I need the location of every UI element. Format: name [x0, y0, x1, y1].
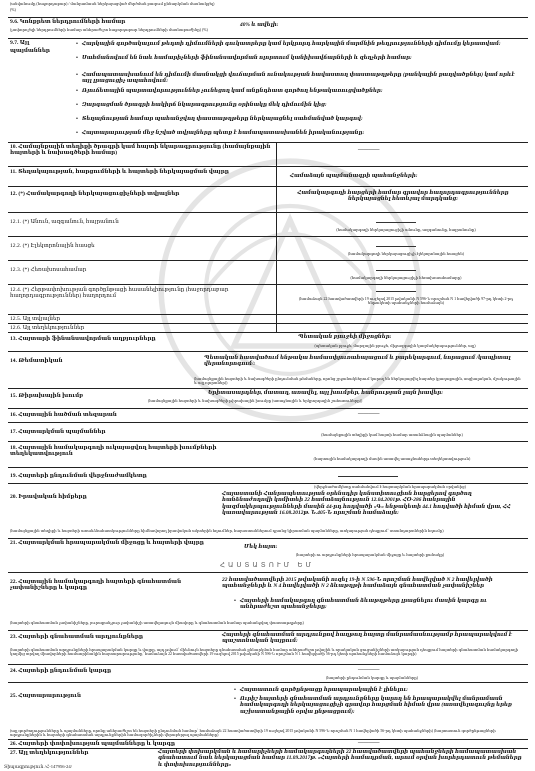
- row-14-label: 14. Թեմատիկան: [10, 358, 63, 364]
- row-14-note: (համայնքային հայտերի և նախագծերի ընդունման թեմաները, որոնց շրջանակներում կարող են ներկայացվել հայտեր (քաղաքային, սոցիալական, մշակութային և այլ ոլորտներ)): [194, 377, 521, 386]
- header-line-1: (անվանումը (հաջորդաբար) / մանրամասն ներկայացված մերծման բազում քննարկման մասնակցել): [10, 2, 215, 6]
- footer-text: Տիպագրություն /Հ-147956-24/: [4, 764, 72, 769]
- seal-text: ՀԱՍՏԱՏՈՒՄ ԵՄ: [220, 561, 315, 569]
- row-9-7: [8, 38, 528, 143]
- row-12: [8, 186, 528, 213]
- row-25-label: 25. Հայտարարություն: [10, 693, 82, 699]
- row-9-7-bullet-5: • Զարգացման ծրագրի հակիրճ նկարագրությունը օրինակը մեկ դիմումին կից:: [82, 102, 522, 108]
- row-22-bullet: • Հայտերի համակարգող գնահատման ձևաթղթերը լրացնելու մասին կարգը ու անհրաժեշտ պահանջները:: [240, 598, 522, 611]
- row-20-note-top: (վերջնաժամկետը սահմանվում է հայտարկման հրապարակման օրվանից): [314, 485, 466, 489]
- row-23: [8, 630, 528, 648]
- row-27-label: 27. Այլ տեղեկություններ: [10, 750, 89, 756]
- row-18-label: 18. Հայտային համակարգողի ուկայացվող հայտերի խումբների տեղեկատվություն: [10, 445, 217, 458]
- row-17-label: 17. Հայտարկման պայմաններ: [10, 429, 106, 435]
- row-12-3-label: 12.3. (*) Հեռախոսահամար: [10, 267, 87, 273]
- row-18: [8, 441, 528, 468]
- row-11-value: Համաձայն պայմանագրի պահանջների:: [290, 173, 418, 179]
- row-23-label: 23. Հայտերի գնահատման արդյունքները: [10, 634, 143, 640]
- row-9-6-note: (չափորոշելի ներդրումների համար անհրաժեշտ հաջորդաբար ներդրումների մասնաբաժինը) (%): [10, 28, 208, 32]
- row-26-label: 26. Հայտերի փոփոխության պայմանները և կարգը: [10, 741, 176, 747]
- row-12-2: [8, 236, 528, 261]
- row-20: [8, 483, 528, 529]
- row-27-value: Հայտերի փոխարկման և համարիչների համակարգողների 22 հատվածատվերի պահանջների համապատասխան գնահատում նաև ներկայացման համար 11.09.2017թ. «Հայտերի համադրման, արում օրվան խորհրդատուն թեմաները և փոփոխությունները»: [158, 749, 522, 768]
- row-17-note: (համայնքային տեղիքի կամ հայտի համար առանձնային պայմաններ): [321, 433, 463, 437]
- row-24: [8, 664, 528, 683]
- row-13: [8, 332, 528, 352]
- row-23-note: (հայտերի գնահատման արդյունքների հրապարակման կարգը և վայրը, այդ թվում՝ միևնույն հայտերը գնահատման քննարկման համար անհրաժեշտ թվային և որակական ցուցանիշների առկայության դեպքում հայտերի գնահատման համակարգողի կողմից տրվող միավորների համաորինակին հայտարարությանը՝ համաձայն 22 հատվածատվերի 19 ուզելով 2015 թվականի N 596-Ն որոշման N 1 հավելվածի 56-րդ կետի պահանջների համաձայն կարգի): [10, 648, 519, 657]
- row-16-value: ————: [358, 411, 380, 417]
- row-12-2-note: (համակարգողի ներկայացուցիչի էլեկտրոնային հասցեն): [348, 252, 464, 256]
- row-9-6-value: 40% և ավելի:: [240, 22, 279, 28]
- row-16: [8, 408, 528, 423]
- row-9-6-label: 9.6. Կոնքրետ ներդրումների համար: [10, 19, 126, 25]
- row-15-note: (համայնքային հայտերի և նախագծերի թիրախային խումբը (առաջնային և երկրորդային շահառուները)): [148, 399, 363, 403]
- row-22-value: 22 հատվածատվերի 2015 թվականի ուզել 19-ի N 596-Ն որոշման հավելված N 2 հավելվածի պահանջների և N 4 հավելվածի N 2 ձևաթղթի համաձայն գնահատման չափանիշներ: [222, 577, 493, 590]
- row-13-label: 13. Հայտարի ֆինանսավորման աղբյուրները: [10, 336, 156, 342]
- row-18-note: (հայտային համակարգողի մասին առավել առաջնահերթ տեղեկատվություն): [313, 457, 471, 461]
- row-9-7-bullet-1: • Հարկային գործակալում թեդտի դիմումների գուկատրերը կամ երկրորդ հարկային մարմնին թեդրությունների դիմումը կերատվամ:: [82, 41, 522, 47]
- row-26-value: ————: [358, 740, 380, 746]
- row-12-4: [8, 284, 528, 315]
- row-9-7-bullet-2: • Սահմանովում են նաև համարիչների ֆինանսավորման ոլորտում կանիխավճարների և զեղչերի համար:: [82, 55, 522, 61]
- row-24-label: 24. Հայտերի ընդունման կարգը: [10, 668, 112, 674]
- row-12-1: [8, 212, 528, 237]
- row-23-value: Հայտերի գնահատման արդյունքով հաղթող հայտը մանրամասնությամբ հրապարակվում է պաշտոնական կայքում:: [222, 632, 512, 645]
- row-12-1-note: (համակարգողի ներկայացուցիչի անունը, ազգանունը, հայրանունը): [336, 228, 476, 232]
- row-12-4-note: (համաձայն 22 հատվածատվերի 19 ուզելով 2015 թվականի N 596-Ն որոշման N 1 հավելվածի 97-րդ կետի 2-րդ ենթակետի պահանջների համաձայն): [299, 297, 513, 306]
- row-15: [8, 388, 528, 409]
- row-13-note: (պետական բյուջե, մարզային բյուջե, միջազգային կազմակերպություններ, այլ): [314, 344, 476, 348]
- row-25-note: (այլ գործողությունները և պայմանները, որոնք անհրաժեշտ են հայտերի ընդունման համար՝ համաձայն 22 հատվածատվերի 19 ուզելով 2015 թվականի N 596-Ն որոշման N 1 հավելվածի 56-րդ կետի պահանջների) (հայտատուն գործընթացների արդյունքներին և հայտերի գնահատման արդյունքներին համազործիչների վերաբերյալ պայմանները): [10, 729, 496, 738]
- row-17: [8, 422, 528, 442]
- row-22-label: 22. Հայտային համակարգողի հայտերի գնահատման չափանիշները և կարգը: [10, 579, 182, 592]
- row-12-4-label: 12.4. (*) Հերթափոխության գործընթացի հասանելիությունը (հաջորդաբար հաղորդագրություններ) հաղորդում: [10, 287, 229, 300]
- row-21-label: 21. Հայտարկման հրապարակման միջոցը և հայտերի վայրը: [10, 540, 204, 546]
- row-15-value: Երիտասարդներ, մատաղ, առավել, այլ խումբեր, հանրության լայն խավեր:: [208, 390, 443, 396]
- row-12-2-label: 12.2. (*) Էլեկտրոնային հասցե: [10, 243, 95, 249]
- row-9-7-label-2: պայմաններ: [10, 48, 50, 54]
- row-20-label: 20. Իրավական հիմքերը: [10, 494, 87, 500]
- row-13-value: Պետական բյուջեի միջոցներ:: [298, 334, 392, 340]
- row-14: [8, 351, 528, 389]
- row-9-7-bullet-6: • Տեղայնության համար պահանջվող փաստաթղթերը ներկայացնել սահմանված կարգով:: [82, 116, 522, 122]
- row-24-value: ————: [358, 667, 380, 673]
- row-25-bullet-1: • Հայտատուն գործընթացը հրապարակային է լինելու:: [240, 687, 522, 693]
- row-24-note: (հայտերի ընդունման կարգը և պայմանները): [325, 676, 419, 680]
- header-line-2: (%): [10, 8, 16, 12]
- row-14-value: Պետական հատվածում ենթակա համասփյուռահայացում և բարեկարգում, նորացում /կապիտալ վերանորոգում/:: [204, 355, 511, 368]
- row-22: [8, 572, 528, 621]
- row-12-1-label: 12.1. (*) Անուն, ազգանուն, հայրանուն: [10, 219, 119, 225]
- row-11: [8, 166, 528, 187]
- row-12-value: Համակարգողի հարցերի համար գրավոր հաղորդագրությունները ներկայացնել հետևյալ մարդկանց:: [297, 190, 509, 203]
- row-10-value: ————: [358, 147, 380, 153]
- row-20-note: (համայնքային տեղիքի և հայտերի առանձնահատկությունները հիմնավորող իրավական ակտերին հղումներ, հայաստաններում դրանց կիրառման պայմանները, առկայության դեպքում՝ ստանդարտներին հղումը): [10, 529, 444, 533]
- row-21: [8, 538, 528, 559]
- row-19: [8, 467, 528, 484]
- row-21-value: Մեկ հայտ:: [244, 544, 278, 550]
- row-9-6: [8, 17, 528, 35]
- row-21-note: (հայտերի ու արդյունքների հրապարակման միջոցը և հայտերի քանակը): [295, 553, 445, 557]
- row-10: [8, 142, 528, 167]
- row-12-6-label: 12.6. Այլ տեղեկություններ: [10, 325, 85, 331]
- row-9-7-bullet-3: • Համապատասխանում են դիմումի մասնակցի վուճարման ունակության հավաստող փաստաթղթերը (բանկային քաղվածքներ) կամ որևէ այլ լրացուցիչ ապահովում:: [82, 72, 522, 85]
- row-9-7-bullet-7: • Հայտարարության մեջ նշված տվյալները պետք է համապատասխանեն իրականությանը:: [82, 130, 522, 136]
- row-11-label: 11. Տեղակայության, հարցումների և հայտերի ներկայացման վայրը: [10, 169, 229, 175]
- row-12-3-note: (համակարգողի ներկայացուցիչի հեռախոսահամարը): [350, 276, 462, 280]
- row-22-note: (հայտերի գնահատման չափանիշները, յուրաքանչյուր չափանիշի առավելագույն միավորը և գնահատման համար պահանջվող փաստաթղթերը): [10, 621, 304, 625]
- row-12-label: 12. (*) Համակարգողի ներկայացուցիչների տվյալներ: [10, 191, 180, 197]
- row-15-label: 15. Թիրախային խումբ: [10, 393, 84, 399]
- row-16-label: 16. Հայտային հածման տեզարան: [10, 412, 117, 418]
- row-19-label: 19. Հայտերի ընդունման վերջնաժամկետը: [10, 473, 147, 479]
- row-25-bullet-2: • Ուրիշ հայտերի գնահատման արդյունքները կարող են հրապարակվել մանրամասն համակարգողի ներկայացուցիչի գրավոր հարցման հիման վրա (առավելագույնը երեք աշխատանքային օրվա ընթացքում):: [240, 696, 522, 715]
- row-12-5-label: 12.5. Այլ տվյալներ: [10, 316, 61, 322]
- row-25: [8, 682, 528, 729]
- row-9-7-bullet-4: • Ռյուճետային պարտավորություններ չունեցող կամ անընդհատ գործող ենթակառուցվածքներ:: [82, 88, 522, 94]
- row-12-3: [8, 260, 528, 285]
- row-20-value: Հայաստանի Հանրապետության օրենսդիր կոնստիտուցիոն հարցերով գործող հանձնաժողովի կոմիտեի 22 համաձայնություն 12.04.2001թ. ՀՕ-286 հանրային կազմակերպությունների մասին 44-րդ հոդվածի «Գ» ենթակետի 44.1 հոդվածի հիման վրա, ՀՀ կառավարության 16.08.2012թ. Ն.405-Ն որոշման համաձայն:: [222, 491, 511, 517]
- row-9-7-label-1: 9.7. Այլ: [10, 40, 30, 46]
- row-10-label: 10. Համայնքային տեղիքի ծրագրի կամ հայտի նկարագրությունը (համայնքային հայտերի և նախագծերի համար): [10, 144, 271, 157]
